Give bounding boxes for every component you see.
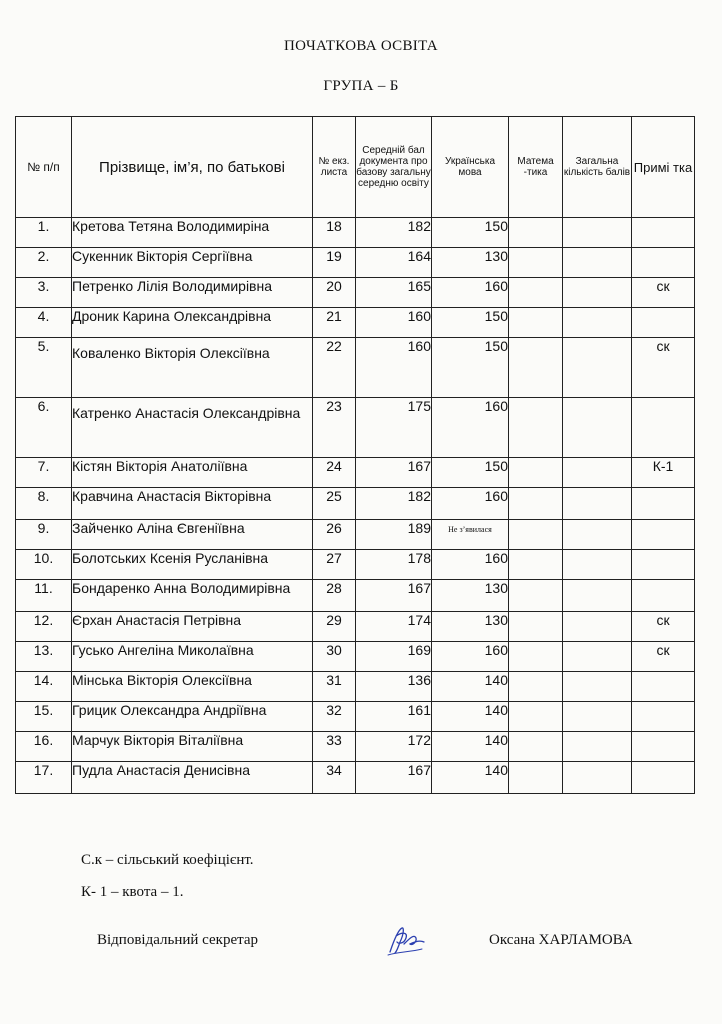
cell-num: 3. [16,278,72,308]
cell-num: 8. [16,488,72,520]
cell-ukr: 160 [432,278,509,308]
cell-total [563,488,632,520]
cell-math [509,488,563,520]
cell-name: Мінська Вікторія Олексіївна [72,672,313,702]
cell-sheet: 32 [313,702,356,732]
cell-num: 5. [16,338,72,398]
cell-name: Кретова Тетяна Володимиріна [72,218,313,248]
cell-name: Грицик Олександра Андріївна [72,702,313,732]
cell-total [563,278,632,308]
cell-math [509,672,563,702]
cell-avg: 167 [356,580,432,612]
cell-total [563,520,632,550]
cell-name: Кістян Вікторія Анатоліївна [72,458,313,488]
col-header-avg: Середній бал документа про базову загальну середню освіту [356,117,432,218]
cell-ukr: 150 [432,218,509,248]
legend-line-2: К- 1 – квота – 1. [81,884,184,900]
cell-sheet: 21 [313,308,356,338]
cell-sheet: 23 [313,398,356,458]
group-title: ГРУПА – Б [323,78,399,94]
cell-note: ск [632,642,695,672]
cell-name: Катренко Анастасія Олександрівна [72,398,313,458]
page-title: ПОЧАТКОВА ОСВІТА [284,38,438,54]
cell-sheet: 29 [313,612,356,642]
table-header-row [16,117,695,218]
cell-math [509,612,563,642]
cell-math [509,308,563,338]
table-body [16,218,695,794]
cell-name: Кравчина Анастасія Вікторівна [72,488,313,520]
cell-sheet: 34 [313,762,356,794]
cell-total [563,672,632,702]
cell-ukr: 160 [432,550,509,580]
table-row [16,732,695,762]
cell-avg: 174 [356,612,432,642]
cell-note [632,308,695,338]
cell-avg: 136 [356,672,432,702]
table-row [16,580,695,612]
cell-avg: 160 [356,338,432,398]
cell-name: Зайченко Аліна Євгеніївна [72,520,313,550]
cell-avg: 169 [356,642,432,672]
cell-avg: 182 [356,488,432,520]
cell-note: ск [632,612,695,642]
cell-avg: 175 [356,398,432,458]
cell-ukr: Не з’явилася [432,520,509,550]
cell-avg: 167 [356,762,432,794]
cell-avg: 178 [356,550,432,580]
cell-ukr: 140 [432,762,509,794]
legend-line-1: С.к – сільський коефіцієнт. [81,852,254,868]
cell-note [632,520,695,550]
cell-name: Марчук Вікторія Віталіївна [72,732,313,762]
cell-name: Єрхан Анастасія Петрівна [72,612,313,642]
cell-total [563,248,632,278]
cell-ukr: 160 [432,488,509,520]
cell-sheet: 19 [313,248,356,278]
cell-total [563,550,632,580]
cell-num: 16. [16,732,72,762]
cell-ukr: 150 [432,338,509,398]
cell-math [509,762,563,794]
cell-sheet: 22 [313,338,356,398]
table-row [16,398,695,458]
cell-ukr: 150 [432,308,509,338]
cell-total [563,612,632,642]
table-row [16,218,695,248]
cell-sheet: 30 [313,642,356,672]
cell-math [509,520,563,550]
cell-num: 1. [16,218,72,248]
cell-total [563,580,632,612]
results-table [15,116,695,794]
cell-sheet: 25 [313,488,356,520]
cell-note [632,580,695,612]
table-row [16,458,695,488]
cell-math [509,732,563,762]
cell-avg: 161 [356,702,432,732]
cell-sheet: 27 [313,550,356,580]
cell-name: Пудла Анастасія Денисівна [72,762,313,794]
cell-math [509,248,563,278]
cell-num: 6. [16,398,72,458]
cell-note [632,672,695,702]
signatory-name: Оксана ХАРЛАМОВА [489,932,633,948]
cell-num: 4. [16,308,72,338]
cell-sheet: 26 [313,520,356,550]
cell-ukr: 160 [432,642,509,672]
table-row [16,520,695,550]
cell-name: Сукенник Вікторія Сергіївна [72,248,313,278]
table-row [16,672,695,702]
cell-ukr: 150 [432,458,509,488]
cell-avg: 182 [356,218,432,248]
cell-note: ск [632,278,695,308]
cell-math [509,702,563,732]
cell-num: 12. [16,612,72,642]
cell-num: 9. [16,520,72,550]
table-row [16,612,695,642]
table-row [16,308,695,338]
cell-name: Болотських Ксенія Русланівна [72,550,313,580]
cell-total [563,642,632,672]
cell-num: 14. [16,672,72,702]
cell-avg: 164 [356,248,432,278]
col-header-total: Загальна кількість балів [563,117,632,218]
handwritten-signature [384,922,428,958]
cell-math [509,642,563,672]
cell-note [632,488,695,520]
cell-num: 10. [16,550,72,580]
cell-sheet: 33 [313,732,356,762]
table-row [16,762,695,794]
table-row [16,278,695,308]
cell-sheet: 24 [313,458,356,488]
cell-num: 15. [16,702,72,732]
table-row [16,488,695,520]
cell-total [563,308,632,338]
cell-note [632,398,695,458]
cell-note: К-1 [632,458,695,488]
cell-ukr: 140 [432,672,509,702]
cell-ukr: 130 [432,612,509,642]
cell-math [509,458,563,488]
col-header-sheet: № екз. листа [313,117,356,218]
cell-note [632,732,695,762]
col-header-ukr: Українська мова [432,117,509,218]
cell-total [563,732,632,762]
cell-math [509,278,563,308]
col-header-num: № п/п [16,117,72,218]
cell-math [509,338,563,398]
col-header-note: Примі тка [632,117,695,218]
table-row [16,550,695,580]
cell-sheet: 20 [313,278,356,308]
cell-sheet: 31 [313,672,356,702]
cell-math [509,580,563,612]
cell-num: 13. [16,642,72,672]
cell-avg: 160 [356,308,432,338]
cell-name: Бондаренко Анна Володимирівна [72,580,313,612]
cell-ukr: 140 [432,732,509,762]
cell-ukr: 130 [432,580,509,612]
cell-total [563,398,632,458]
cell-total [563,762,632,794]
cell-avg: 189 [356,520,432,550]
cell-name: Гусько Ангеліна Миколаївна [72,642,313,672]
cell-total [563,702,632,732]
table-row [16,702,695,732]
cell-math [509,550,563,580]
cell-ukr: 140 [432,702,509,732]
cell-num: 7. [16,458,72,488]
cell-num: 11. [16,580,72,612]
cell-note: ск [632,338,695,398]
cell-name: Коваленко Вікторія Олексіївна [72,338,313,398]
table-row [16,248,695,278]
cell-sheet: 28 [313,580,356,612]
cell-name: Петренко Лілія Володимирівна [72,278,313,308]
signature-role: Відповідальний секретар [97,932,259,948]
cell-num: 2. [16,248,72,278]
cell-note [632,702,695,732]
cell-total [563,458,632,488]
table-row [16,338,695,398]
cell-math [509,398,563,458]
cell-name: Дроник Карина Олександрівна [72,308,313,338]
col-header-name: Прізвище, ім’я, по батькові [72,117,313,218]
table-row [16,642,695,672]
col-header-math: Матема -тика [509,117,563,218]
cell-ukr: 130 [432,248,509,278]
cell-avg: 165 [356,278,432,308]
cell-avg: 172 [356,732,432,762]
cell-total [563,218,632,248]
cell-sheet: 18 [313,218,356,248]
cell-avg: 167 [356,458,432,488]
cell-num: 17. [16,762,72,794]
cell-note [632,248,695,278]
cell-math [509,218,563,248]
cell-ukr: 160 [432,398,509,458]
cell-note [632,550,695,580]
cell-note [632,762,695,794]
cell-total [563,338,632,398]
cell-note [632,218,695,248]
